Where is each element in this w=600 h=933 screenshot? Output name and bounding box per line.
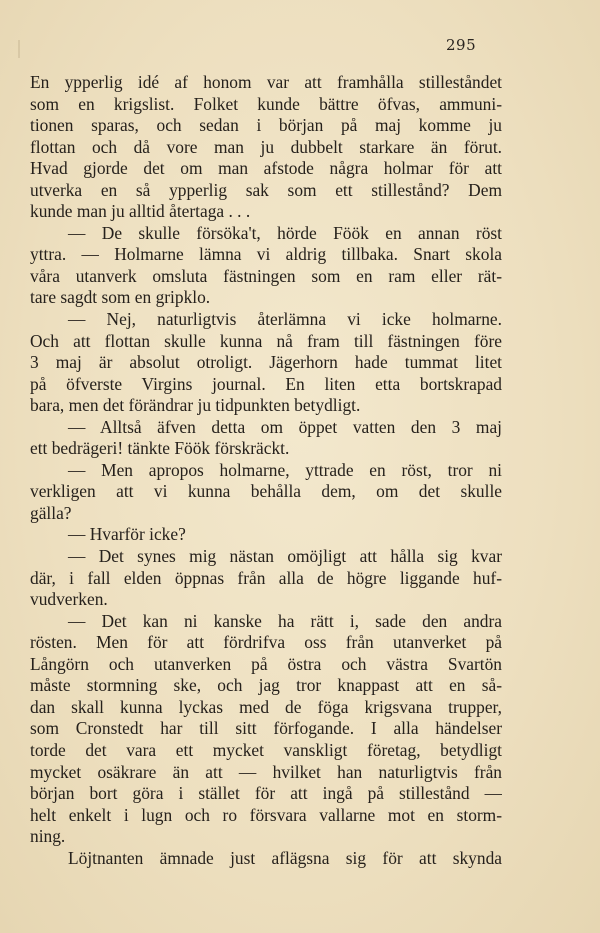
text-line: där, i fall elden öppnas från alla de högre liggande huf- — [30, 567, 502, 588]
text-line: — Men apropos holmarne, yttrade en röst, tror ni — [68, 459, 502, 480]
page-mark — [18, 40, 20, 58]
text-line: tare sagdt som en gripklo. — [30, 287, 211, 308]
text-line: — Det synes mig nästan omöjligt att hålla sig kvar — [68, 546, 502, 567]
text-line: dan skall kunna lyckas med de föga krigsvana trupper, — [30, 696, 502, 717]
text-line: — Det kan ni kanske ha rätt i, sade den andra — [68, 610, 502, 631]
text-line: mycket osäkrare än att — hvilket han naturligtvis från — [30, 761, 502, 782]
text-line: tionen sparas, och sedan i början på maj komme ju — [30, 115, 502, 136]
text-line: som Cronstedt har till sitt förfogande. I alla händelser — [30, 718, 502, 739]
text-line: yttra. — Holmarne lämna vi aldrig tillbaka. Snart skola — [30, 244, 502, 265]
page-number: 295 — [446, 36, 477, 54]
text-line: flottan och då vore man ju dubbelt starkare än förut. — [30, 136, 502, 157]
text-line: — Alltså äfven detta om öppet vatten den 3 maj — [68, 416, 502, 437]
text-line: En ypperlig idé af honom var att framhålla stilleståndet — [30, 72, 502, 92]
text-line: Långörn och utanverken på östra och västra Svartön — [30, 653, 502, 674]
text-line: början bort göra i stället för att ingå på stillestånd — — [30, 783, 502, 804]
text-line: verkligen att vi kunna behålla dem, om det skulle — [30, 481, 502, 502]
text-line: kunde man ju alltid återtaga . . . — [30, 201, 251, 222]
text-line: vudverken. — [30, 589, 108, 610]
text-line: utverka en så ypperlig sak som ett stillestånd? Dem — [30, 179, 502, 200]
text-line: Och att flottan skulle kunna nå fram till fästningen före — [30, 330, 502, 351]
text-line: Hvad gjorde det om man afstode några holmar för att — [30, 158, 502, 179]
text-line: ning. — [30, 826, 66, 847]
text-line: torde det vara ett mycket vanskligt företag, betydligt — [30, 739, 502, 760]
body-text — [30, 72, 502, 869]
text-line: Löjtnanten ämnade just aflägsna sig för att skynda — [68, 847, 502, 868]
text-line: gälla? — [30, 502, 72, 523]
text-line: — Hvarför icke? — [68, 524, 186, 545]
text-line: 3 maj är absolut otroligt. Jägerhorn hade tummat litet — [30, 352, 502, 373]
text-line: — De skulle försöka't, hörde Föök en annan röst — [68, 222, 502, 243]
text-line: — Nej, naturligtvis återlämna vi icke holmarne. — [68, 309, 502, 330]
text-line: helt enkelt i lugn och ro försvara vallarne mot en storm- — [30, 804, 502, 825]
text-line: som en krigslist. Folket kunde bättre öfvas, ammuni- — [30, 93, 502, 114]
text-line: ett bedrägeri! tänkte Föök förskräckt. — [30, 438, 290, 459]
text-line: våra utanverk omsluta fästningen som en ram eller rät- — [30, 265, 502, 286]
text-line: måste stormning ske, och jag tror knappast att en så- — [30, 675, 502, 696]
text-line: på öfverste Virgins journal. En liten etta bortskrapad — [30, 373, 502, 394]
text-line: bara, men det förändrar ju tidpunkten betydligt. — [30, 395, 361, 416]
text-line: rösten. Men för att fördrifva oss från utanverket på — [30, 632, 502, 653]
